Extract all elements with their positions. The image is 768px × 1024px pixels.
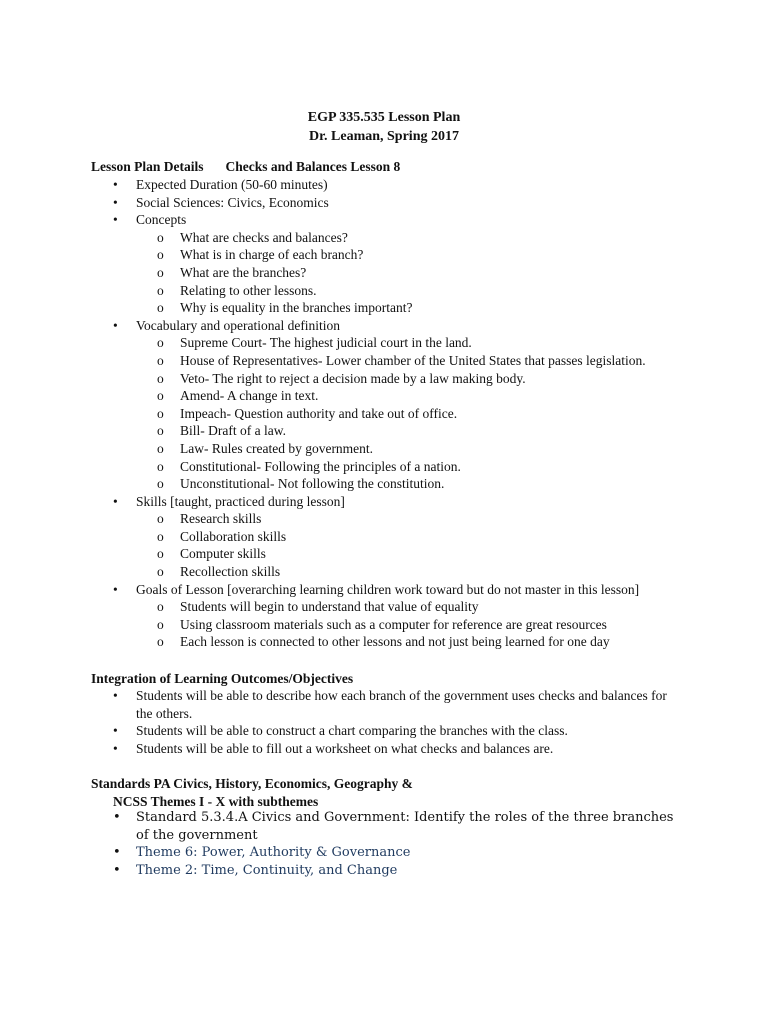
bullet-icon: • xyxy=(113,740,118,756)
sub-list-item xyxy=(91,405,691,423)
bullet-icon: • xyxy=(113,810,121,825)
list-item-text: Concepts xyxy=(136,212,187,228)
list-item xyxy=(91,176,691,194)
sub-list-item-text: Veto- The right to reject a decision made by a law making body. xyxy=(180,370,526,386)
list-item-text: Goals of Lesson [overarching learning children work toward but do not master in this lesson] xyxy=(136,581,640,597)
sub-list-item xyxy=(91,352,691,370)
list-item xyxy=(91,581,691,651)
sub-list-item-text: Relating to other lessons. xyxy=(180,282,317,298)
sub-list-item xyxy=(91,370,691,388)
sub-bullet-icon: o xyxy=(157,370,164,386)
sub-list-item-text: What is in charge of each branch? xyxy=(180,247,364,263)
sub-list-item-text: What are checks and balances? xyxy=(180,229,348,245)
list-item-text: Theme 2: Time, Continuity, and Change xyxy=(136,862,398,878)
sub-list-item xyxy=(91,229,691,247)
sub-list-item xyxy=(91,510,691,528)
list-item-text: Expected Duration (50-60 minutes) xyxy=(136,177,328,192)
sub-list xyxy=(136,229,691,317)
sub-list-item-text: Why is equality in the branches important? xyxy=(180,300,413,316)
sub-list-item-text: Supreme Court- The highest judicial court in the land. xyxy=(180,335,472,351)
bullet-icon: • xyxy=(113,581,118,597)
list-item-text: Skills [taught, practiced during lesson] xyxy=(136,493,345,509)
sub-bullet-icon: o xyxy=(157,476,164,492)
bullet-icon: • xyxy=(113,723,118,739)
sub-list-item-text: What are the branches? xyxy=(180,264,307,280)
lesson-plan-details-heading xyxy=(91,158,400,176)
sub-bullet-icon: o xyxy=(157,616,164,632)
sub-list-item xyxy=(91,528,691,546)
sub-list-item-text: Constitutional- Following the principles of a nation. xyxy=(180,458,461,474)
sub-bullet-icon: o xyxy=(157,388,164,404)
sub-list-item xyxy=(91,563,691,581)
list-item xyxy=(91,740,671,758)
sub-list-item-text: Using classroom materials such as a computer for reference are great resources xyxy=(180,616,607,632)
outcomes-heading: Integration of Learning Outcomes/Objectives xyxy=(91,671,354,686)
standards-list xyxy=(91,809,681,879)
sub-list-item-text: Bill- Draft of a law. xyxy=(180,423,286,439)
sub-list-item-text: Computer skills xyxy=(180,546,266,562)
lesson-details-list xyxy=(91,176,691,651)
sub-list-item-text: Amend- A change in text. xyxy=(180,388,319,404)
bullet-icon: • xyxy=(113,493,118,509)
bullet-icon: • xyxy=(113,688,118,703)
sub-list-item xyxy=(91,545,691,563)
list-item-text: Students will be able to construct a chart comparing the branches with the class. xyxy=(136,723,568,739)
sub-bullet-icon: o xyxy=(157,564,164,580)
sub-list-item xyxy=(91,282,691,300)
title-line-1: EGP 335.535 Lesson Plan xyxy=(307,110,461,125)
bullet-icon: • xyxy=(113,845,121,861)
sub-list-item-text: Each lesson is connected to other lessons and not just being learned for one day xyxy=(180,634,610,650)
document-title xyxy=(0,108,768,146)
sub-bullet-icon: o xyxy=(157,511,164,527)
list-item xyxy=(91,722,671,740)
sub-bullet-icon: o xyxy=(157,528,164,544)
sub-bullet-icon: o xyxy=(157,423,164,439)
sub-list-item-text: Students will begin to understand that value of equality xyxy=(180,599,479,615)
sub-list-item xyxy=(91,246,691,264)
sub-list xyxy=(136,334,691,492)
sub-bullet-icon: o xyxy=(157,282,164,298)
bullet-icon: • xyxy=(113,862,121,878)
sub-bullet-icon: o xyxy=(157,405,164,421)
sub-bullet-icon: o xyxy=(157,229,164,245)
sub-bullet-icon: o xyxy=(157,247,164,263)
standards-heading-line-1: Standards PA Civics, History, Economics, Geography & xyxy=(91,776,413,791)
lesson-name: Checks and Balances Lesson 8 xyxy=(225,159,401,174)
sub-list-item-text: Recollection skills xyxy=(180,564,281,580)
list-item-text: Vocabulary and operational definition xyxy=(136,317,341,333)
sub-list-item-text: Law- Rules created by government. xyxy=(180,440,374,456)
sub-bullet-icon: o xyxy=(157,458,164,474)
sub-bullet-icon: o xyxy=(157,264,164,280)
standards-heading xyxy=(91,775,413,810)
list-item-text: Social Sciences: Civics, Economics xyxy=(136,194,329,210)
details-label: Lesson Plan Details xyxy=(91,159,204,174)
sub-list-item xyxy=(91,422,691,440)
list-item xyxy=(91,493,691,581)
title-line-2: Dr. Leaman, Spring 2017 xyxy=(308,129,459,144)
sub-bullet-icon: o xyxy=(157,546,164,562)
sub-list xyxy=(136,510,691,580)
sub-list-item-text: Unconstitutional- Not following the constitution. xyxy=(180,476,445,492)
list-item xyxy=(91,862,681,880)
list-item xyxy=(91,211,691,317)
sub-bullet-icon: o xyxy=(157,634,164,650)
sub-list-item xyxy=(91,440,691,458)
sub-list-item-text: Impeach- Question authority and take out of office. xyxy=(180,405,458,421)
sub-bullet-icon: o xyxy=(157,335,164,351)
sub-bullet-icon: o xyxy=(157,300,164,316)
sub-list-item xyxy=(91,598,691,616)
sub-list-item xyxy=(91,616,691,634)
sub-list-item xyxy=(91,633,691,651)
list-item-text: Theme 6: Power, Authority & Governance xyxy=(136,845,411,861)
sub-list-item xyxy=(91,299,691,317)
sub-bullet-icon: o xyxy=(157,352,164,368)
list-item xyxy=(91,317,691,493)
sub-bullet-icon: o xyxy=(157,599,164,615)
sub-list-item xyxy=(91,475,691,493)
sub-list-item-text: Collaboration skills xyxy=(180,528,287,544)
sub-bullet-icon: o xyxy=(157,440,164,456)
sub-list-item xyxy=(91,264,691,282)
list-item-text: Students will be able to describe how each branch of the government uses checks and balances for the others. xyxy=(136,688,667,721)
list-item xyxy=(91,194,691,212)
list-item xyxy=(91,844,681,862)
standards-heading-line-2: NCSS Themes I - X with subthemes xyxy=(113,793,319,809)
list-item xyxy=(91,809,681,844)
sub-list-item xyxy=(91,387,691,405)
sub-list-item xyxy=(91,334,691,352)
bullet-icon: • xyxy=(113,177,118,192)
sub-list-item-text: House of Representatives- Lower chamber of the United States that passes legislation. xyxy=(180,352,646,368)
bullet-icon: • xyxy=(113,317,118,333)
bullet-icon: • xyxy=(113,194,118,210)
list-item-text: Standard 5.3.4.A Civics and Government: Identify the roles of the three branches of the government xyxy=(136,810,674,843)
outcomes-list xyxy=(91,687,671,757)
list-item xyxy=(91,687,671,722)
sub-list-item xyxy=(91,458,691,476)
bullet-icon: • xyxy=(113,212,118,228)
sub-list-item-text: Research skills xyxy=(180,511,262,527)
list-item-text: Students will be able to fill out a worksheet on what checks and balances are. xyxy=(136,740,554,756)
sub-list xyxy=(136,598,691,651)
